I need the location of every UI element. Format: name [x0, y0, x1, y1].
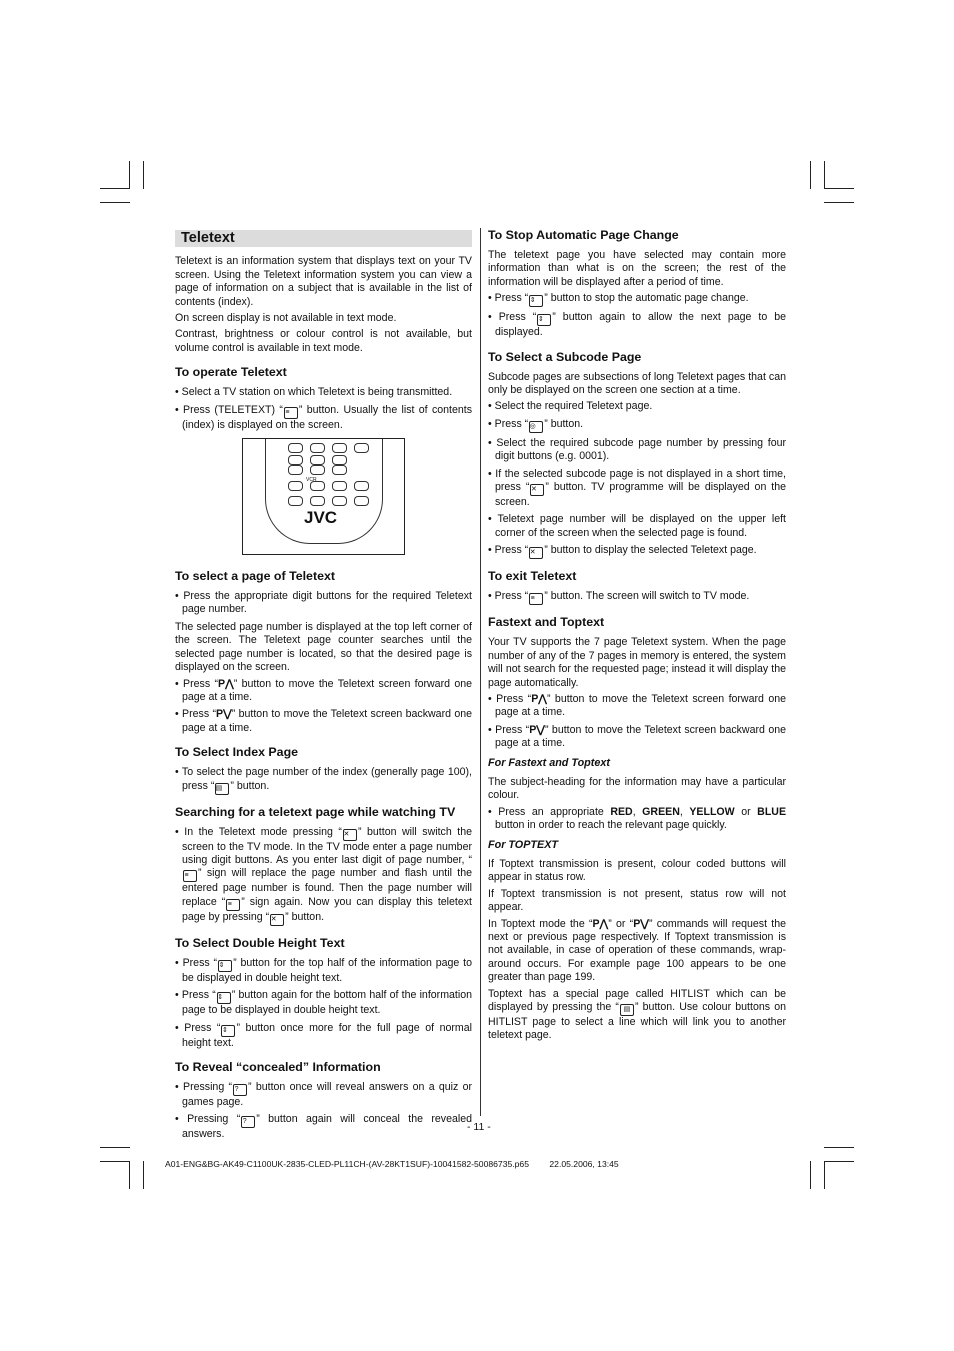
- print-footer: [165, 1159, 637, 1169]
- section-heading: To Reveal “concealed” Information: [175, 1059, 381, 1074]
- right-column: [488, 228, 786, 1046]
- section-heading: Fastext and Toptext: [488, 615, 605, 630]
- footer-filename: A01-ENG&BG-AK49-C1100UK-2835-CLED-PL11CH-(AV-28KT1SUF)-10041582-50086735.p65: [165, 1159, 529, 1169]
- crop-mark: [143, 1161, 144, 1189]
- remote-body: [265, 439, 383, 544]
- section-heading: To Stop Automatic Page Change: [488, 228, 679, 242]
- crop-mark: [824, 1161, 825, 1189]
- section-heading: To Select a Subcode Page: [488, 349, 642, 364]
- bullet-item: • Select a TV station on which Teletext is being transmitted.: [175, 386, 472, 399]
- paragraph: If Toptext transmission is present, colour coded buttons will appear in status row.: [488, 857, 786, 884]
- bullet-item: • Pressing “ ? ” button once will reveal answers on a quiz or games page.: [175, 1081, 472, 1109]
- reveal-icon: ?: [241, 1116, 255, 1128]
- bullet-item: • Press “P⋀” button to move the Teletext screen forward one page at a time.: [175, 678, 472, 705]
- cancel-icon: ✕: [529, 547, 543, 559]
- page-up-icon: P⋀: [592, 917, 609, 930]
- bullet-item: • Teletext page number will be displayed on the upper left corner of the screen when the selected page is found.: [488, 513, 786, 540]
- column-divider: [480, 228, 481, 1116]
- intro-paragraph: On screen display is not available in text mode.: [175, 312, 397, 325]
- section-heading: To select a page of Teletext: [175, 569, 335, 584]
- bullet-item: • Press “ ✕ ” button to display the selected Teletext page.: [488, 544, 786, 559]
- bullet-item: • Press “ ⇕ ” button again for the bottom half of the information page to be displayed in double height text.: [175, 989, 472, 1017]
- bullet-item: • Select the required Teletext page.: [488, 400, 786, 413]
- page-down-icon: P⋁: [633, 917, 649, 930]
- bullet-item: • Press “◎ ” button.: [488, 418, 786, 433]
- bullet-item: • To select the page number of the index (generally page 100), press “▤ ” button.: [175, 766, 472, 794]
- jvc-logo: JVC: [304, 508, 338, 528]
- page-down-icon: P⋁: [529, 723, 545, 736]
- paragraph: The subject-heading for the information may have a particular colour.: [488, 775, 786, 802]
- page-up-icon: P⋀: [218, 677, 234, 690]
- bullet-item: • Press “ ⇕ ” button to stop the automatic page change.: [488, 292, 786, 307]
- cancel-icon: ✕: [343, 829, 357, 841]
- left-column: [175, 228, 472, 1146]
- section-heading: To Select Double Height Text: [175, 935, 345, 950]
- section-heading: Searching for a teletext page while watching TV: [175, 804, 456, 819]
- cancel-icon: ✕: [270, 914, 284, 926]
- intro-paragraph: Contrast, brightness or colour control is not available, but volume control is available in text mode.: [175, 328, 472, 354]
- subheading: For TOPTEXT: [488, 838, 558, 851]
- bullet-item: • Press “ ≡ ” button. The screen will switch to TV mode.: [488, 590, 786, 605]
- bullet-item: • Press (TELETEXT) “ ≡ ” button. Usually the list of contents (index) is displayed on the screen.: [175, 404, 472, 432]
- teletext-icon: ≡: [183, 870, 197, 882]
- page-title: Teletext: [175, 230, 472, 247]
- bullet-item: • Pressing “ ? ” button again will conceal the revealed answers.: [175, 1113, 472, 1141]
- bullet-item: • Press “ ⇕ ” button again to allow the next page to be displayed.: [488, 311, 786, 339]
- page-down-icon: P⋁: [216, 708, 232, 721]
- paragraph: Subcode pages are subsections of long Teletext pages that can only be displayed on the screen one section at a time.: [488, 370, 786, 397]
- hold-icon: ⇕: [529, 295, 543, 307]
- section-heading: To exit Teletext: [488, 569, 577, 584]
- bullet-item: • Press “P⋁” button to move the Teletext screen backward one page at a time.: [175, 708, 472, 735]
- paragraph: The selected page number is displayed at the top left corner of the screen. The Teletext page counter searches until the selected page number is located, so that the desired page is displayed on the screen.: [175, 620, 472, 674]
- cancel-icon: ✕: [530, 484, 544, 496]
- crop-mark: [810, 1161, 811, 1189]
- reveal-icon: ?: [233, 1084, 247, 1096]
- crop-mark: [824, 1161, 854, 1162]
- hold-icon: ⇕: [537, 314, 551, 326]
- crop-mark: [129, 161, 130, 189]
- double-height-icon: ⇕: [218, 960, 232, 972]
- remote-control-illustration: [242, 438, 405, 555]
- teletext-icon: ≡: [226, 899, 240, 911]
- subheading: For Fastext and Toptext: [488, 756, 610, 769]
- paragraph: If Toptext transmission is not present, status row will not appear.: [488, 887, 786, 914]
- teletext-icon: ≡: [529, 593, 543, 605]
- page-up-icon: P⋀: [531, 692, 547, 705]
- crop-mark: [129, 1161, 130, 1189]
- bullet-item: • Select the required subcode page number by pressing four digit buttons (e.g. 0001).: [488, 437, 786, 464]
- paragraph: In Toptext mode the “P⋀” or “P⋁” commands will request the next or previous page respectively. If Toptext transmission is not available, in case of operation of these commands, wrap-around occurs. For example page 100 appears to be one greater than page 199.: [488, 917, 786, 984]
- crop-mark: [100, 1161, 130, 1162]
- paragraph: The teletext page you have selected may contain more information than what is on the screen; the rest of the information will be displayed after a period of time.: [488, 249, 786, 288]
- crop-mark: [143, 161, 144, 189]
- intro-paragraph: Teletext is an information system that displays text on your TV screen. Using the Teletext information system you can view a page of information on a subject that is available in the list of contents (index).: [175, 255, 472, 308]
- page-number: - 11 -: [467, 1121, 491, 1133]
- section-heading: To operate Teletext: [175, 365, 287, 380]
- bullet-item: • Press an appropriate RED, GREEN, YELLOW or BLUE button in order to reach the relevant page quickly.: [488, 806, 786, 833]
- double-height-icon: ⇕: [221, 1025, 235, 1037]
- crop-mark: [810, 161, 811, 189]
- crop-mark: [100, 188, 130, 189]
- section-heading: To Select Index Page: [175, 745, 299, 760]
- double-height-icon: ⇕: [217, 992, 231, 1004]
- crop-mark: [824, 188, 854, 189]
- footer-date: 22.05.2006, 13:45: [549, 1159, 619, 1169]
- bullet-item: • Press “ ⇕ ” button for the top half of the information page to be displayed in double height text.: [175, 957, 472, 985]
- bullet-item: • If the selected subcode page is not displayed in a short time, press “ ✕ ” button. TV programme will be displayed on the screen.: [488, 468, 786, 510]
- index-icon: ▤: [620, 1004, 634, 1016]
- bullet-item: • Press “P⋀” button to move the Teletext screen forward one page at a time.: [488, 693, 786, 720]
- paragraph: Toptext has a special page called HITLIST which can be displayed by pressing the “ ▤ ” button. Use colour buttons on HITLIST page to select a line which will link you to another teletext page.: [488, 987, 786, 1042]
- bullet-item: • In the Teletext mode pressing “ ✕ ” button will switch the screen to the TV mode. In the TV mode enter a page number using digit buttons. As you enter last digit of page number, “≡ ” sign will replace the page number and flash until the entered page number is found. Then the page number will replace “ ≡ ” sign again. Now you can display this teletext page by pressing “ ✕ ” button.: [175, 826, 472, 926]
- bullet-item: • Press “P⋁” button to move the Teletext screen backward one page at a time.: [488, 724, 786, 751]
- crop-mark: [824, 161, 825, 189]
- crop-mark: [100, 1147, 130, 1148]
- bullet-item: • Press the appropriate digit buttons for the required Teletext page number.: [175, 590, 472, 617]
- subcode-icon: ◎: [529, 421, 543, 433]
- crop-mark: [824, 1147, 854, 1148]
- index-icon: ▤: [215, 783, 229, 795]
- bullet-item: • Press “ ⇕ ” button once more for the full page of normal height text.: [175, 1022, 472, 1050]
- crop-mark: [100, 202, 130, 203]
- teletext-icon: ≡: [284, 407, 298, 419]
- crop-mark: [824, 202, 854, 203]
- vcr-label: VCR: [306, 477, 317, 484]
- paragraph: Your TV supports the 7 page Teletext system. When the page number of any of the 7 pages in memory is entered, the system will not search for the requested page; instead it will display the page automatically.: [488, 636, 786, 689]
